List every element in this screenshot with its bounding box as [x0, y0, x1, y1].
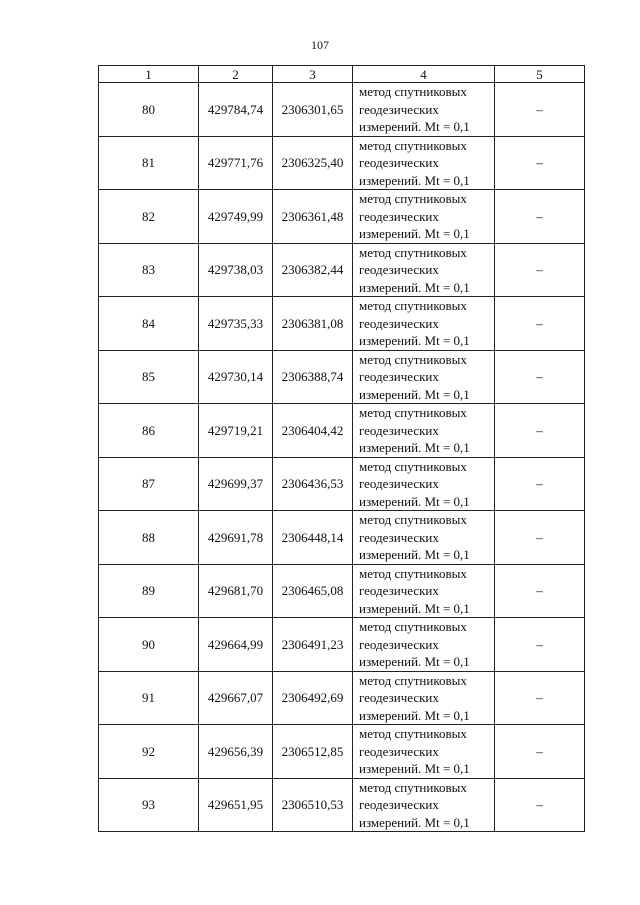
page-number: 107 — [311, 38, 329, 52]
y-coordinate-cell: 2306465,08 — [273, 564, 353, 618]
point-number-cell: 87 — [99, 457, 199, 511]
table-row — [99, 83, 585, 137]
y-coordinate-cell: 2306381,08 — [273, 297, 353, 351]
column-header-3: 3 — [273, 66, 353, 83]
table-header-row — [99, 66, 585, 83]
method-cell: метод спутниковых геодезических измерений. Mt = 0,1 — [353, 564, 495, 618]
x-coordinate-cell: 429667,07 — [199, 671, 273, 725]
y-coordinate-cell: 2306361,48 — [273, 190, 353, 244]
method-cell: метод спутниковых геодезических измерений. Mt = 0,1 — [353, 725, 495, 779]
point-number-cell: 91 — [99, 671, 199, 725]
point-number-cell: 82 — [99, 190, 199, 244]
column-header-1: 1 — [99, 66, 199, 83]
method-cell: метод спутниковых геодезических измерений. Mt = 0,1 — [353, 243, 495, 297]
y-coordinate-cell: 2306492,69 — [273, 671, 353, 725]
method-cell: метод спутниковых геодезических измерений. Mt = 0,1 — [353, 404, 495, 458]
note-cell: – — [495, 511, 585, 565]
note-cell: – — [495, 404, 585, 458]
method-cell: метод спутниковых геодезических измерений. Mt = 0,1 — [353, 618, 495, 672]
x-coordinate-cell: 429738,03 — [199, 243, 273, 297]
note-cell: – — [495, 778, 585, 832]
table-row — [99, 136, 585, 190]
method-cell: метод спутниковых геодезических измерений. Mt = 0,1 — [353, 511, 495, 565]
table-row — [99, 350, 585, 404]
x-coordinate-cell: 429730,14 — [199, 350, 273, 404]
x-coordinate-cell: 429749,99 — [199, 190, 273, 244]
point-number-cell: 86 — [99, 404, 199, 458]
point-number-cell: 85 — [99, 350, 199, 404]
column-header-5: 5 — [495, 66, 585, 83]
note-cell: – — [495, 190, 585, 244]
x-coordinate-cell: 429735,33 — [199, 297, 273, 351]
x-coordinate-cell: 429699,37 — [199, 457, 273, 511]
x-coordinate-cell: 429664,99 — [199, 618, 273, 672]
point-number-cell: 90 — [99, 618, 199, 672]
table-row — [99, 618, 585, 672]
point-number-cell: 88 — [99, 511, 199, 565]
table-row — [99, 511, 585, 565]
note-cell: – — [495, 83, 585, 137]
note-cell: – — [495, 136, 585, 190]
point-number-cell: 89 — [99, 564, 199, 618]
method-cell: метод спутниковых геодезических измерений. Mt = 0,1 — [353, 190, 495, 244]
table-row — [99, 725, 585, 779]
y-coordinate-cell: 2306448,14 — [273, 511, 353, 565]
point-number-cell: 81 — [99, 136, 199, 190]
y-coordinate-cell: 2306388,74 — [273, 350, 353, 404]
table-row — [99, 404, 585, 458]
point-number-cell: 84 — [99, 297, 199, 351]
y-coordinate-cell: 2306301,65 — [273, 83, 353, 137]
y-coordinate-cell: 2306512,85 — [273, 725, 353, 779]
note-cell: – — [495, 564, 585, 618]
table-row — [99, 457, 585, 511]
note-cell: – — [495, 725, 585, 779]
y-coordinate-cell: 2306510,53 — [273, 778, 353, 832]
note-cell: – — [495, 671, 585, 725]
note-cell: – — [495, 297, 585, 351]
y-coordinate-cell: 2306436,53 — [273, 457, 353, 511]
note-cell: – — [495, 243, 585, 297]
table-row — [99, 243, 585, 297]
note-cell: – — [495, 350, 585, 404]
method-cell: метод спутниковых геодезических измерений. Mt = 0,1 — [353, 136, 495, 190]
point-number-cell: 92 — [99, 725, 199, 779]
x-coordinate-cell: 429719,21 — [199, 404, 273, 458]
x-coordinate-cell: 429771,76 — [199, 136, 273, 190]
table-row — [99, 778, 585, 832]
method-cell: метод спутниковых геодезических измерений. Mt = 0,1 — [353, 778, 495, 832]
y-coordinate-cell: 2306491,23 — [273, 618, 353, 672]
method-cell: метод спутниковых геодезических измерений. Mt = 0,1 — [353, 457, 495, 511]
note-cell: – — [495, 618, 585, 672]
coordinates-table — [98, 65, 585, 832]
note-cell: – — [495, 457, 585, 511]
point-number-cell: 93 — [99, 778, 199, 832]
x-coordinate-cell: 429656,39 — [199, 725, 273, 779]
point-number-cell: 80 — [99, 83, 199, 137]
point-number-cell: 83 — [99, 243, 199, 297]
method-cell: метод спутниковых геодезических измерений. Mt = 0,1 — [353, 350, 495, 404]
y-coordinate-cell: 2306404,42 — [273, 404, 353, 458]
method-cell: метод спутниковых геодезических измерений. Mt = 0,1 — [353, 671, 495, 725]
y-coordinate-cell: 2306382,44 — [273, 243, 353, 297]
table-row — [99, 564, 585, 618]
x-coordinate-cell: 429681,70 — [199, 564, 273, 618]
x-coordinate-cell: 429651,95 — [199, 778, 273, 832]
method-cell: метод спутниковых геодезических измерений. Mt = 0,1 — [353, 297, 495, 351]
column-header-4: 4 — [353, 66, 495, 83]
x-coordinate-cell: 429691,78 — [199, 511, 273, 565]
table-row — [99, 297, 585, 351]
column-header-2: 2 — [199, 66, 273, 83]
method-cell: метод спутниковых геодезических измерений. Mt = 0,1 — [353, 83, 495, 137]
table-row — [99, 671, 585, 725]
x-coordinate-cell: 429784,74 — [199, 83, 273, 137]
table-row — [99, 190, 585, 244]
y-coordinate-cell: 2306325,40 — [273, 136, 353, 190]
